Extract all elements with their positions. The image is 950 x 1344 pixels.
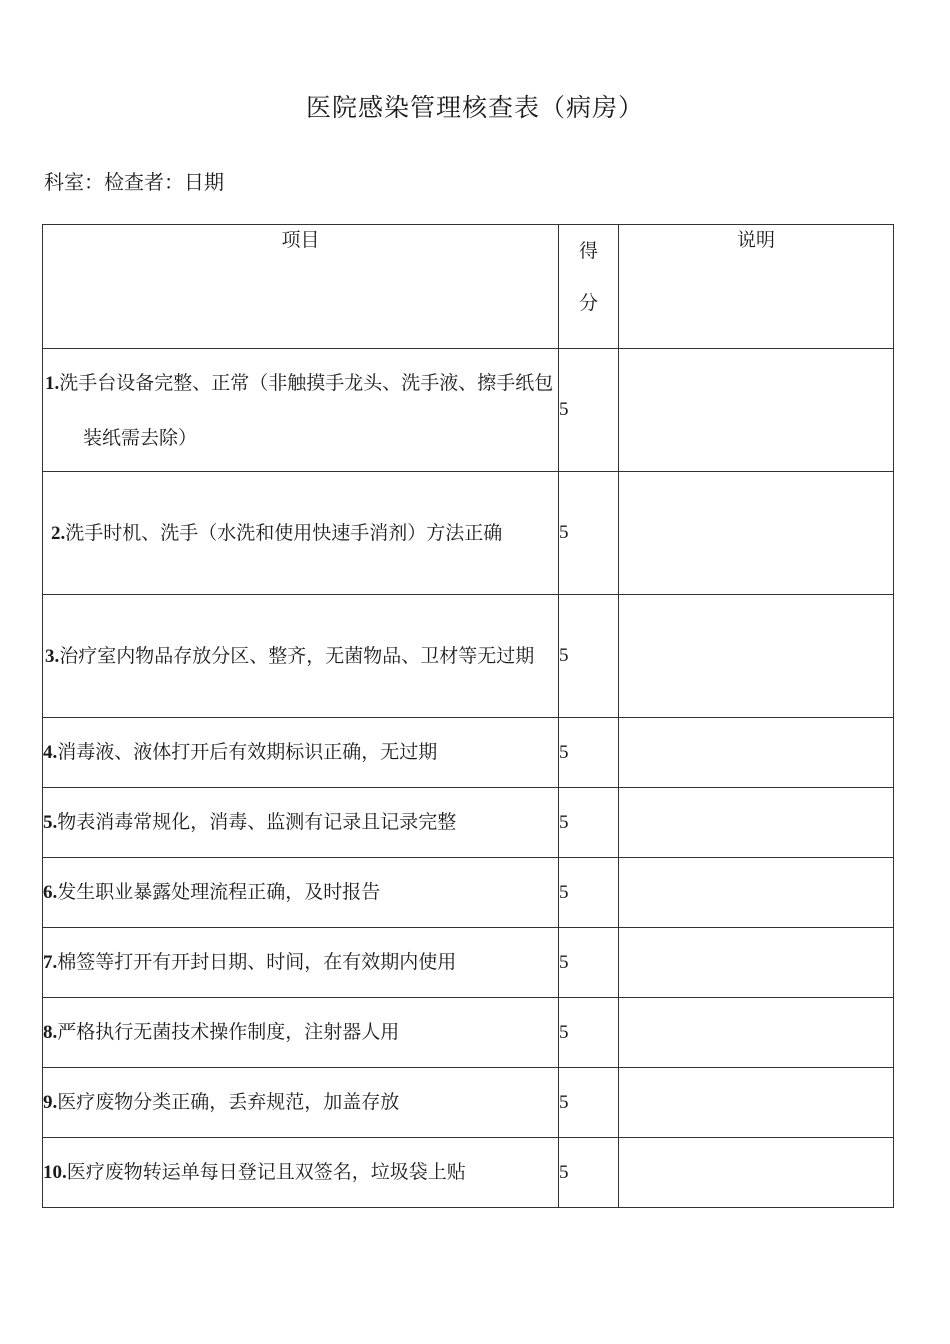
item-number: 4. [43, 742, 58, 763]
item-number: 10. [43, 1162, 67, 1183]
item-cell [43, 998, 559, 1068]
checklist-table [42, 224, 894, 1208]
item-text: 物表消毒常规化，消毒、监测有记录且记录完整 [57, 811, 457, 833]
item-text: 医疗废物分类正确，丢弃规范，加盖存放 [57, 1091, 400, 1113]
item-text: 洗手台设备完整、正常（非触摸手龙头、洗手液、擦手纸包装纸需去除） [59, 371, 554, 449]
header-note: 说明 [619, 225, 894, 349]
note-cell[interactable] [619, 349, 894, 472]
header-score [559, 225, 619, 349]
item-cell [43, 788, 559, 858]
item-number: 8. [43, 1022, 58, 1043]
item-number: 2. [51, 522, 66, 544]
item-cell [43, 349, 559, 472]
table-row [43, 928, 894, 998]
score-cell: 5 [559, 998, 619, 1068]
item-number: 9. [43, 1092, 58, 1113]
score-cell: 5 [559, 1138, 619, 1208]
note-cell[interactable] [619, 1138, 894, 1208]
item-text: 治疗室内物品存放分区、整齐，无菌物品、卫材等无过期 [59, 644, 535, 667]
table-row [43, 595, 894, 718]
item-cell [43, 858, 559, 928]
item-text: 严格执行无菌技术操作制度，注射器人用 [57, 1021, 400, 1043]
table-row [43, 1138, 894, 1208]
note-cell[interactable] [619, 595, 894, 718]
score-cell: 5 [559, 349, 619, 472]
score-cell: 5 [559, 595, 619, 718]
score-cell: 5 [559, 1068, 619, 1138]
item-text: 消毒液、液体打开后有效期标识正确，无过期 [57, 741, 438, 763]
score-cell: 5 [559, 858, 619, 928]
item-number: 6. [43, 882, 58, 903]
score-cell: 5 [559, 788, 619, 858]
note-cell[interactable] [619, 788, 894, 858]
item-cell [43, 718, 559, 788]
item-cell [43, 1068, 559, 1138]
header-score-label: 得分 [578, 240, 598, 314]
note-cell[interactable] [619, 1068, 894, 1138]
item-cell [43, 1138, 559, 1208]
score-cell: 5 [559, 928, 619, 998]
item-number: 3. [45, 645, 60, 667]
meta-line: 科室：检查者：日期 [44, 170, 224, 194]
item-text: 洗手时机、洗手（水洗和使用快速手消剂）方法正确 [65, 521, 503, 544]
table-row [43, 349, 894, 472]
item-cell [43, 472, 559, 595]
note-cell[interactable] [619, 472, 894, 595]
item-number: 7. [43, 952, 58, 973]
note-cell[interactable] [619, 928, 894, 998]
table-header-row [43, 225, 894, 349]
table-row [43, 472, 894, 595]
note-cell[interactable] [619, 998, 894, 1068]
score-cell: 5 [559, 718, 619, 788]
item-text: 发生职业暴露处理流程正确，及时报告 [57, 881, 381, 903]
item-text: 医疗废物转运单每日登记且双签名，垃圾袋上贴 [66, 1161, 466, 1183]
table-row [43, 998, 894, 1068]
note-cell[interactable] [619, 858, 894, 928]
table-row [43, 718, 894, 788]
document-title: 医院感染管理核查表（病房） [305, 93, 644, 122]
score-cell: 5 [559, 472, 619, 595]
item-text: 棉签等打开有开封日期、时间，在有效期内使用 [57, 951, 457, 973]
table-row [43, 788, 894, 858]
item-cell [43, 595, 559, 718]
item-number: 5. [43, 812, 58, 833]
header-item: 项目 [43, 225, 559, 349]
table-row [43, 858, 894, 928]
table-row [43, 1068, 894, 1138]
item-number: 1. [45, 372, 60, 394]
note-cell[interactable] [619, 718, 894, 788]
item-cell [43, 928, 559, 998]
